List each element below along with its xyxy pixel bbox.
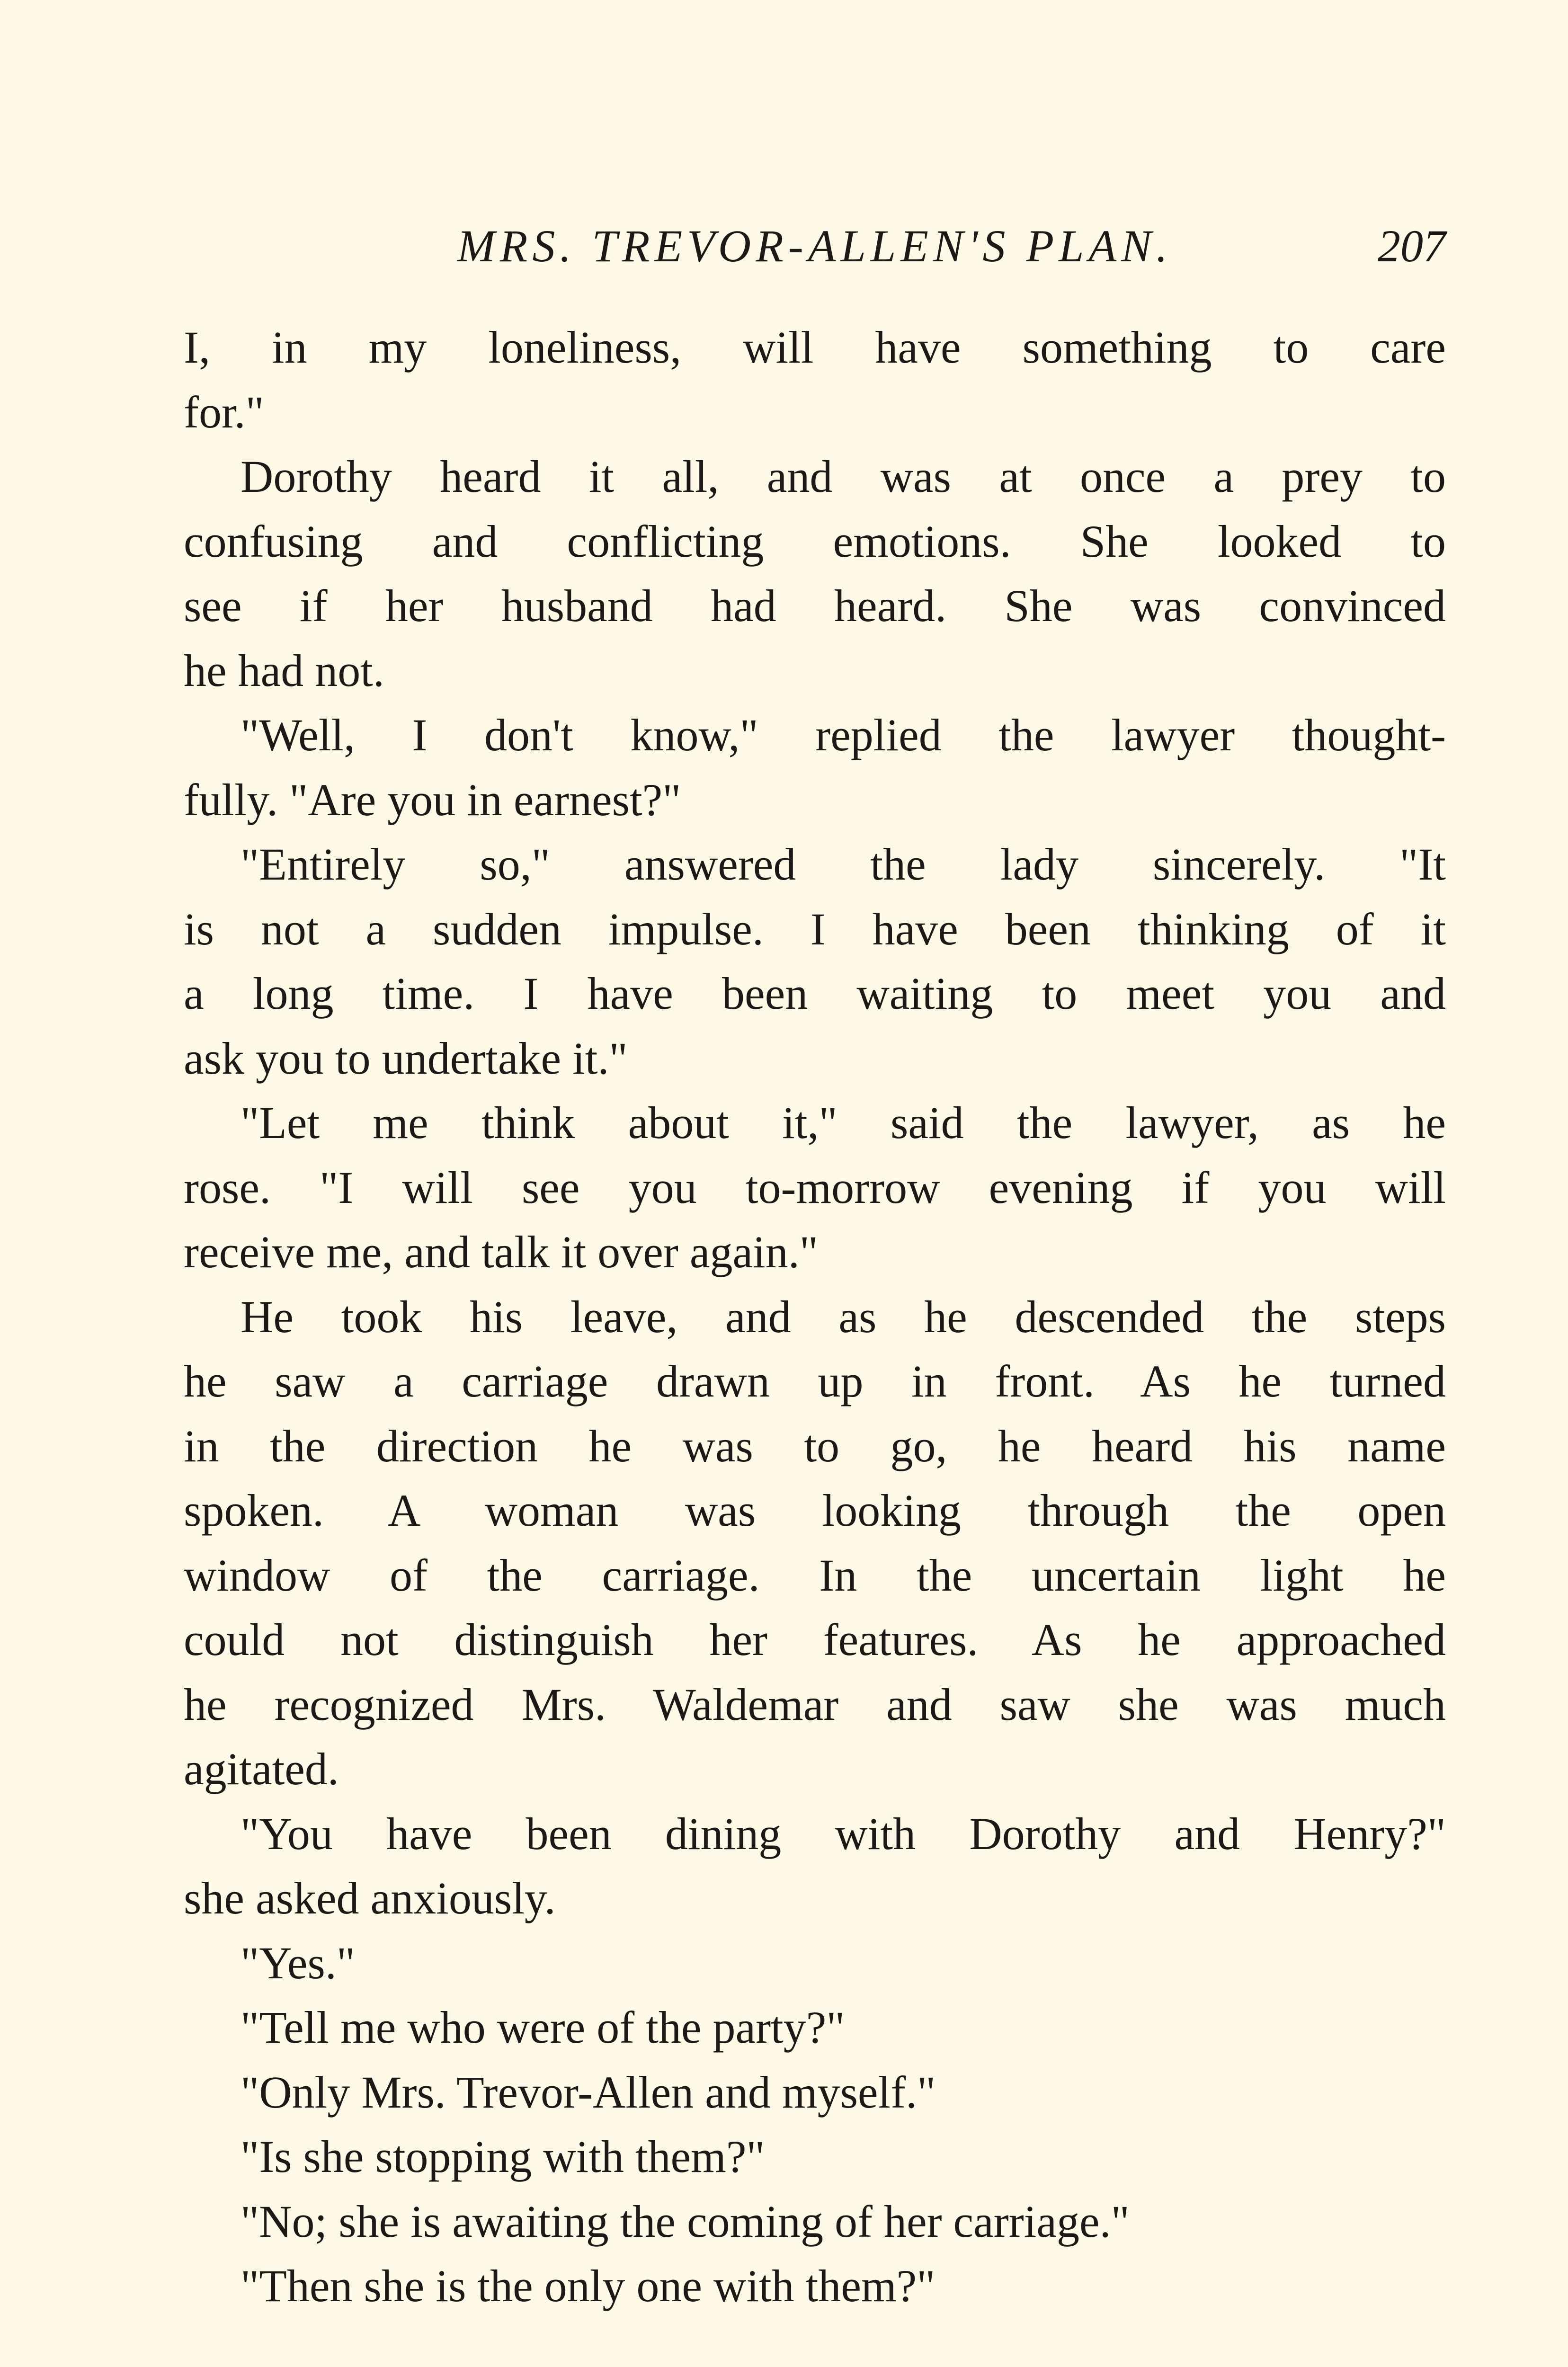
text-line: "Tell me who were of the party?" [241, 2002, 845, 2053]
text-line: could not distinguish her features. As he approached [184, 1614, 1446, 1665]
text-line: "Only Mrs. Trevor-Allen and myself." [241, 2066, 936, 2118]
text-line: Dorothy heard it all, and was at once a prey to [241, 451, 1446, 502]
running-head [184, 215, 1446, 277]
text-line: she asked anxiously. [184, 1873, 556, 1923]
text-line: "Let me think about it," said the lawyer, as he [241, 1097, 1446, 1148]
text-line: is not a sudden impulse. I have been thinking of it [184, 903, 1446, 954]
text-line: a long time. I have been waiting to meet you and [184, 968, 1446, 1019]
body-text [184, 315, 1446, 2319]
text-line: I, in my loneliness, will have something to care [184, 322, 1446, 373]
text-line: receive me, and talk it over again." [184, 1227, 818, 1277]
text-line: rose. "I will see you to-morrow evening if you will [184, 1162, 1446, 1213]
text-line: "Is she stopping with them?" [241, 2131, 765, 2182]
text-line: ask you to undertake it." [184, 1032, 628, 1084]
text-line: see if her husband had heard. She was convinced [184, 580, 1446, 631]
page-number: 207 [1378, 221, 1446, 271]
text-line: fully. "Are you in earnest?" [184, 774, 681, 825]
text-line: confusing and conflicting emotions. She looked to [184, 516, 1446, 567]
text-line: "Then she is the only one with them?" [241, 2260, 935, 2311]
text-line: He took his leave, and as he descended the steps [241, 1291, 1446, 1342]
text-line: window of the carriage. In the uncertain light he [184, 1549, 1446, 1601]
text-line: "You have been dining with Dorothy and Henry?" [241, 1808, 1446, 1859]
text-line: in the direction he was to go, he heard his name [184, 1420, 1446, 1471]
text-line: spoken. A woman was looking through the open [184, 1485, 1446, 1536]
text-line: "Yes." [241, 1937, 356, 1988]
text-line: "Entirely so," answered the lady sincerely. "It [241, 839, 1446, 890]
text-line: he saw a carriage drawn up in front. As he turned [184, 1356, 1446, 1406]
text-line: "Well, I don't know," replied the lawyer thought- [241, 710, 1446, 760]
text-line: for." [184, 386, 264, 437]
text-line: agitated. [184, 1744, 339, 1794]
text-line: "No; she is awaiting the coming of her carriage." [241, 2196, 1130, 2247]
running-title: MRS. TREVOR-ALLEN'S PLAN. [457, 221, 1173, 271]
text-line: he recognized Mrs. Waldemar and saw she was much [184, 1679, 1446, 1730]
text-line: he had not. [184, 645, 384, 696]
